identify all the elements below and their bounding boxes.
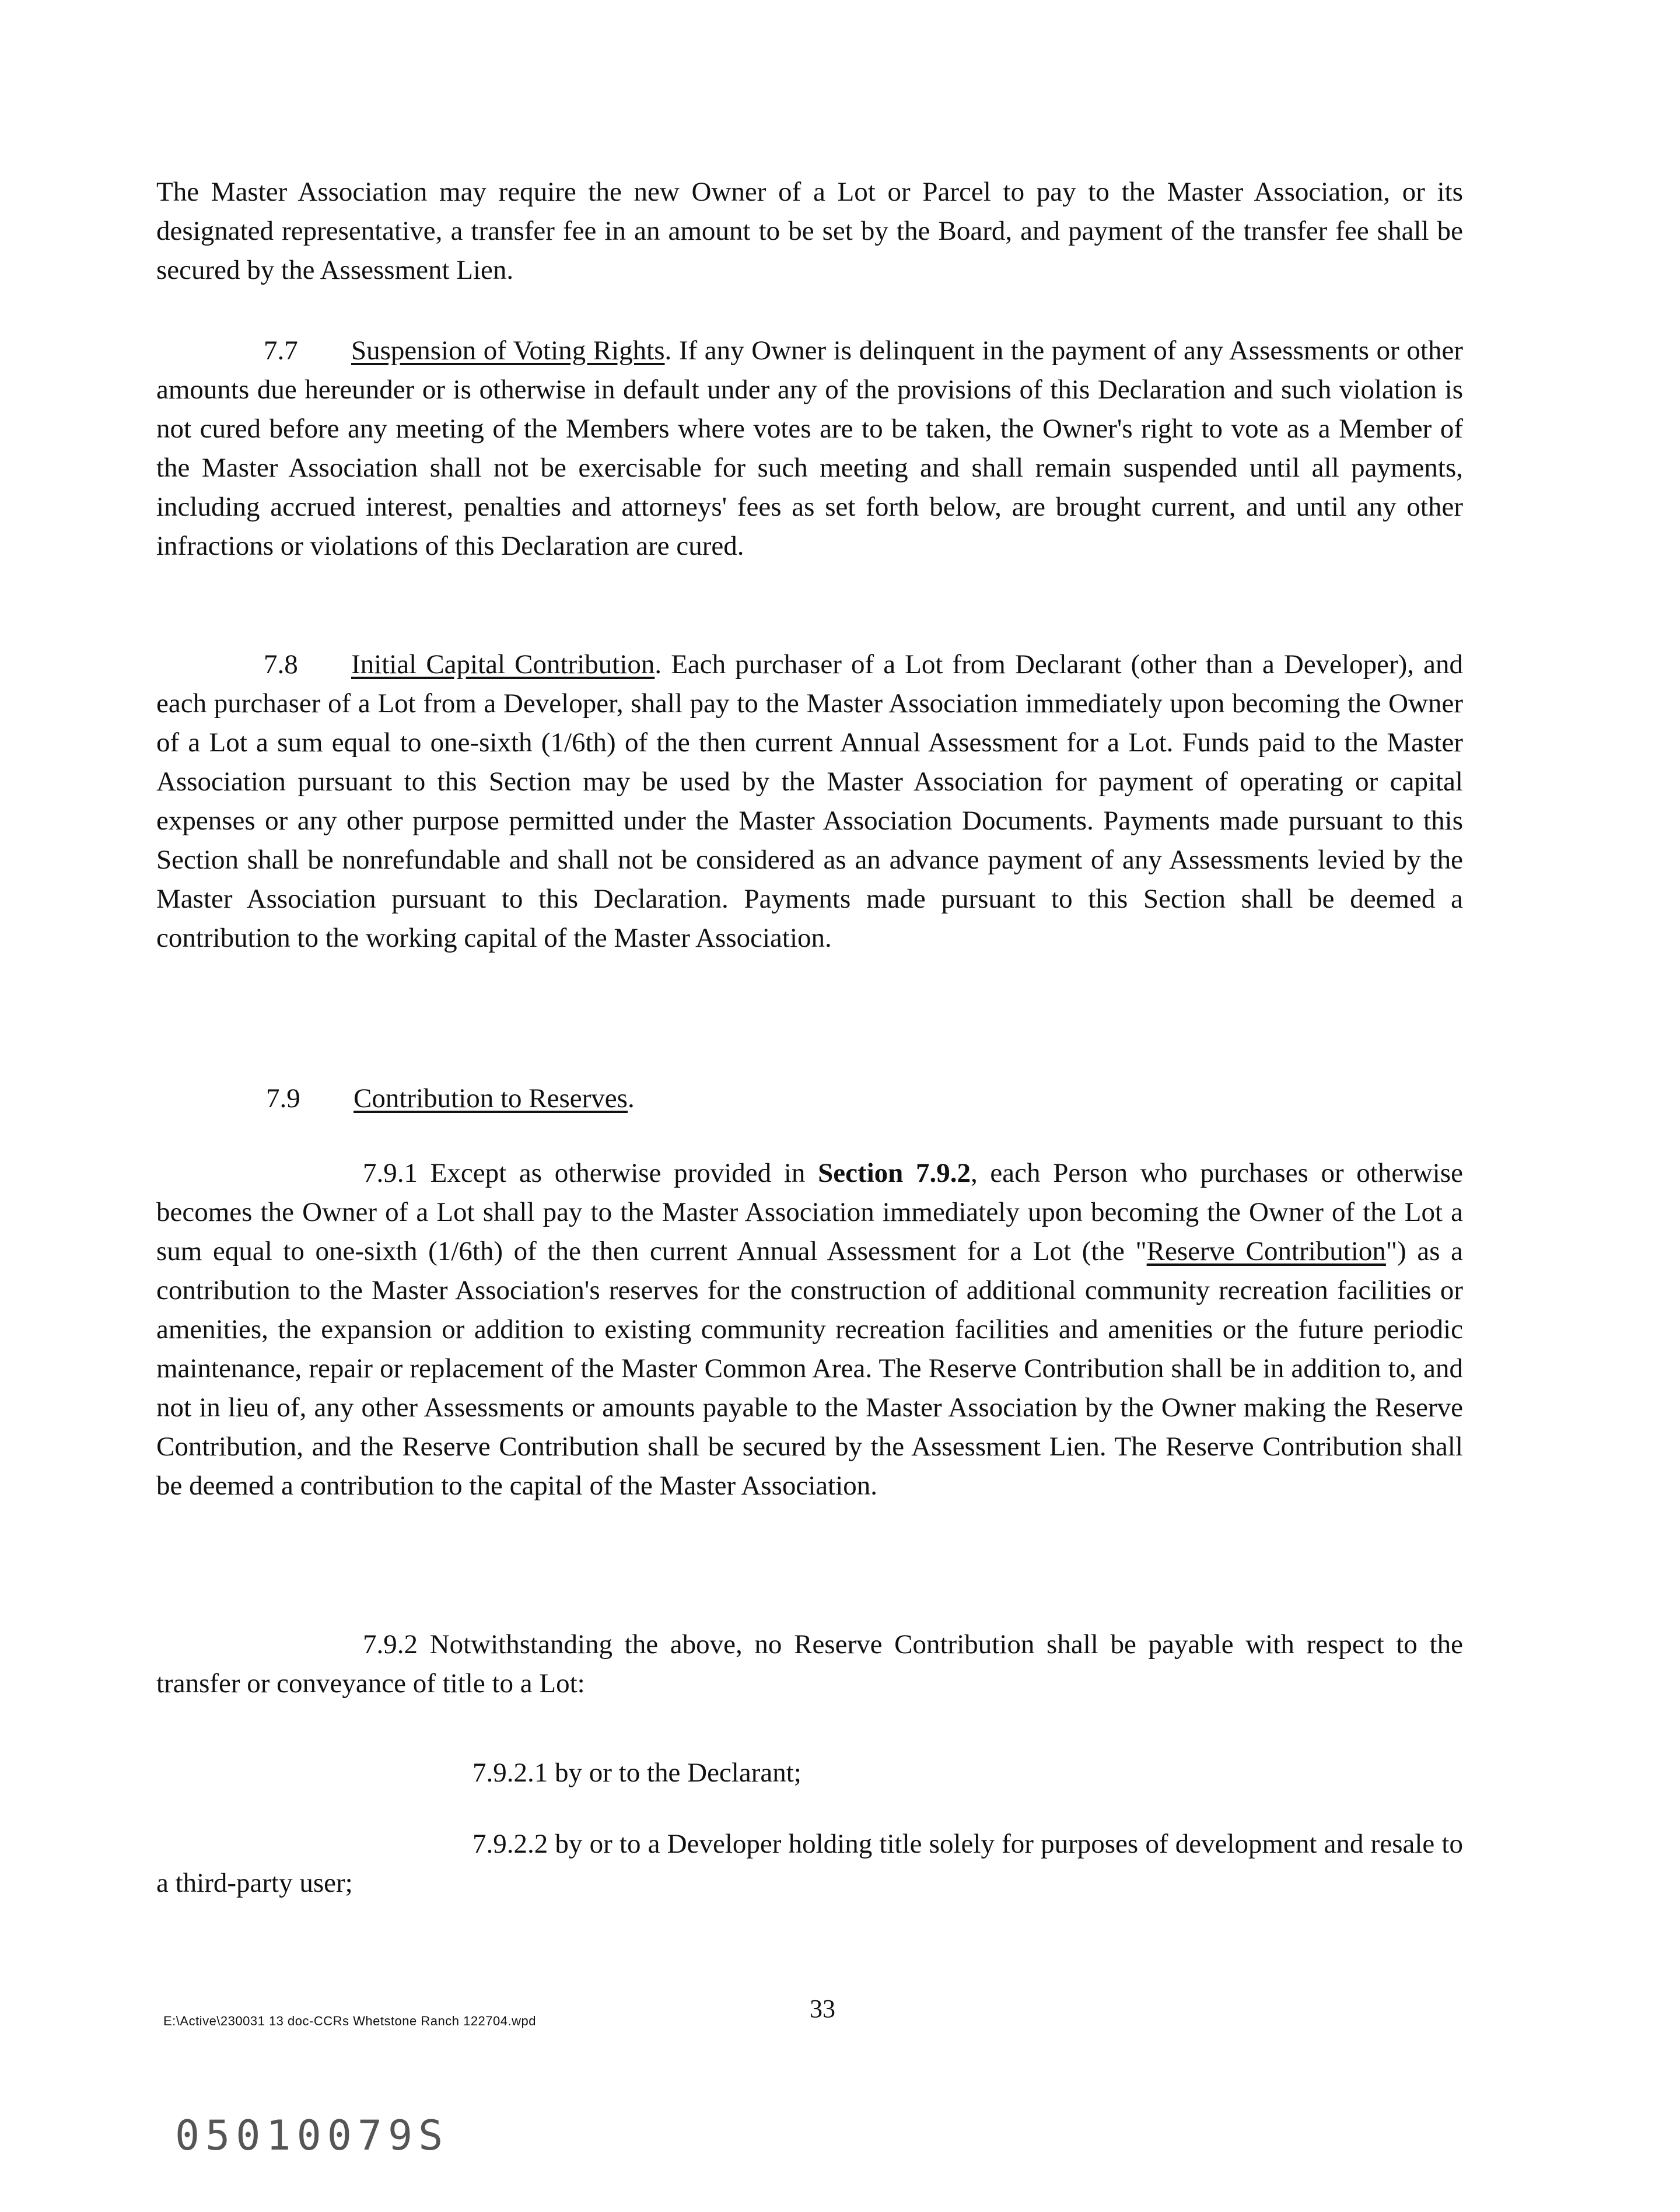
section-7-7 bbox=[156, 331, 1463, 566]
section-title-tail: . bbox=[627, 1083, 635, 1114]
section-number: 7.9 bbox=[266, 1083, 300, 1114]
section-number: 7.9.2.1 bbox=[473, 1758, 548, 1788]
section-number: 7.7 bbox=[264, 335, 298, 366]
section-body-b: , each Person who purchases or otherwise becomes the Owner of a Lot shall pay to the Master Association immediately upon becoming the Owner of the Lot a sum equal to one-sixth (1/6th) of the then current Annual Assessment for a Lot (the " bbox=[156, 1158, 1464, 1266]
section-body: Notwithstanding the above, no Reserve Contribution shall be payable with respect to the transfer or conveyance of title to a Lot: bbox=[156, 1629, 1463, 1699]
section-number: 7.9.1 bbox=[363, 1158, 418, 1188]
section-body: . If any Owner is delinquent in the payment of any Assessments or other amounts due hereunder or is otherwise in default under any of the provisions of this Declaration and such violation is not cured before any meeting of the Members where votes are to be taken, the Owner's right to vote as a Member of the Master Association shall not be exercisable for such meeting and shall remain suspended until all payments, including accrued interest, penalties and attorneys' fees as set forth below, are brought current, and until any other infractions or violations of this Declaration are cured. bbox=[156, 335, 1463, 561]
section-number: 7.9.2 bbox=[363, 1629, 418, 1660]
section-title: Initial Capital Contribution bbox=[351, 649, 655, 680]
document-stamp-number: 05010079S bbox=[175, 2112, 449, 2160]
section-number: 7.9.2.2 bbox=[473, 1829, 548, 1859]
section-number: 7.8 bbox=[264, 649, 298, 680]
section-7-9-2-1 bbox=[473, 1754, 1289, 1793]
footer-file-path: E:\Active\230031 13 doc-CCRs Whetstone Ranch 122704.wpd bbox=[163, 2014, 536, 2028]
page-number: 33 bbox=[810, 1994, 835, 2023]
section-body-c: ") as a contribution to the Master Association's reserves for the construction of additional community recreation facilities or amenities, the expansion or addition to existing community recreation facilities and amenities or the future periodic maintenance, repair or replacement of the Master Common Area. The Reserve Contribution shall be in addition to, and not in lieu of, any other Assessments or amounts payable to the Master Association by the Owner making the Reserve Contribution, and the Reserve Contribution shall be secured by the Assessment Lien. The Reserve Contribution shall be deemed a contribution to the capital of the Master Association. bbox=[156, 1236, 1463, 1501]
section-cross-reference: Section 7.9.2 bbox=[818, 1158, 971, 1188]
section-title: Contribution to Reserves bbox=[354, 1083, 628, 1114]
section-body: by or to the Declarant; bbox=[548, 1758, 802, 1788]
section-title: Suspension of Voting Rights bbox=[351, 335, 665, 366]
section-7-9-2 bbox=[156, 1625, 1463, 1703]
section-7-9-2-2 bbox=[156, 1825, 1463, 1903]
section-7-9-1 bbox=[156, 1154, 1463, 1506]
section-body-a: Except as otherwise provided in bbox=[418, 1158, 818, 1188]
paragraph-transfer-fee: The Master Association may require the new Owner of a Lot or Parcel to pay to the Master Association, or its designated representative, a transfer fee in an amount to be set by the Board, and payment of the transfer fee shall be secured by the Assessment Lien. bbox=[156, 177, 1463, 285]
defined-term: Reserve Contribution bbox=[1146, 1236, 1386, 1266]
section-7-8 bbox=[156, 645, 1463, 958]
section-body: by or to a Developer holding title solely for purposes of development and resale to a third-party user; bbox=[156, 1829, 1463, 1898]
section-body: . Each purchaser of a Lot from Declarant (other than a Developer), and each purchaser of a Lot from a Developer, shall pay to the Master Association immediately upon becoming the Owner of a Lot a sum equal to one-sixth (1/6th) of the then current Annual Assessment for a Lot. Funds paid to the Master Association pursuant to this Section may be used by the Master Association for payment of operating or capital expenses or any other purpose permitted under the Master Association Documents. Payments made pursuant to this Section shall be nonrefundable and shall not be considered as an advance payment of any Assessments levied by the Master Association pursuant to this Declaration. Payments made pursuant to this Section shall be deemed a contribution to the working capital of the Master Association. bbox=[156, 649, 1463, 953]
section-7-9 bbox=[266, 1079, 1083, 1118]
